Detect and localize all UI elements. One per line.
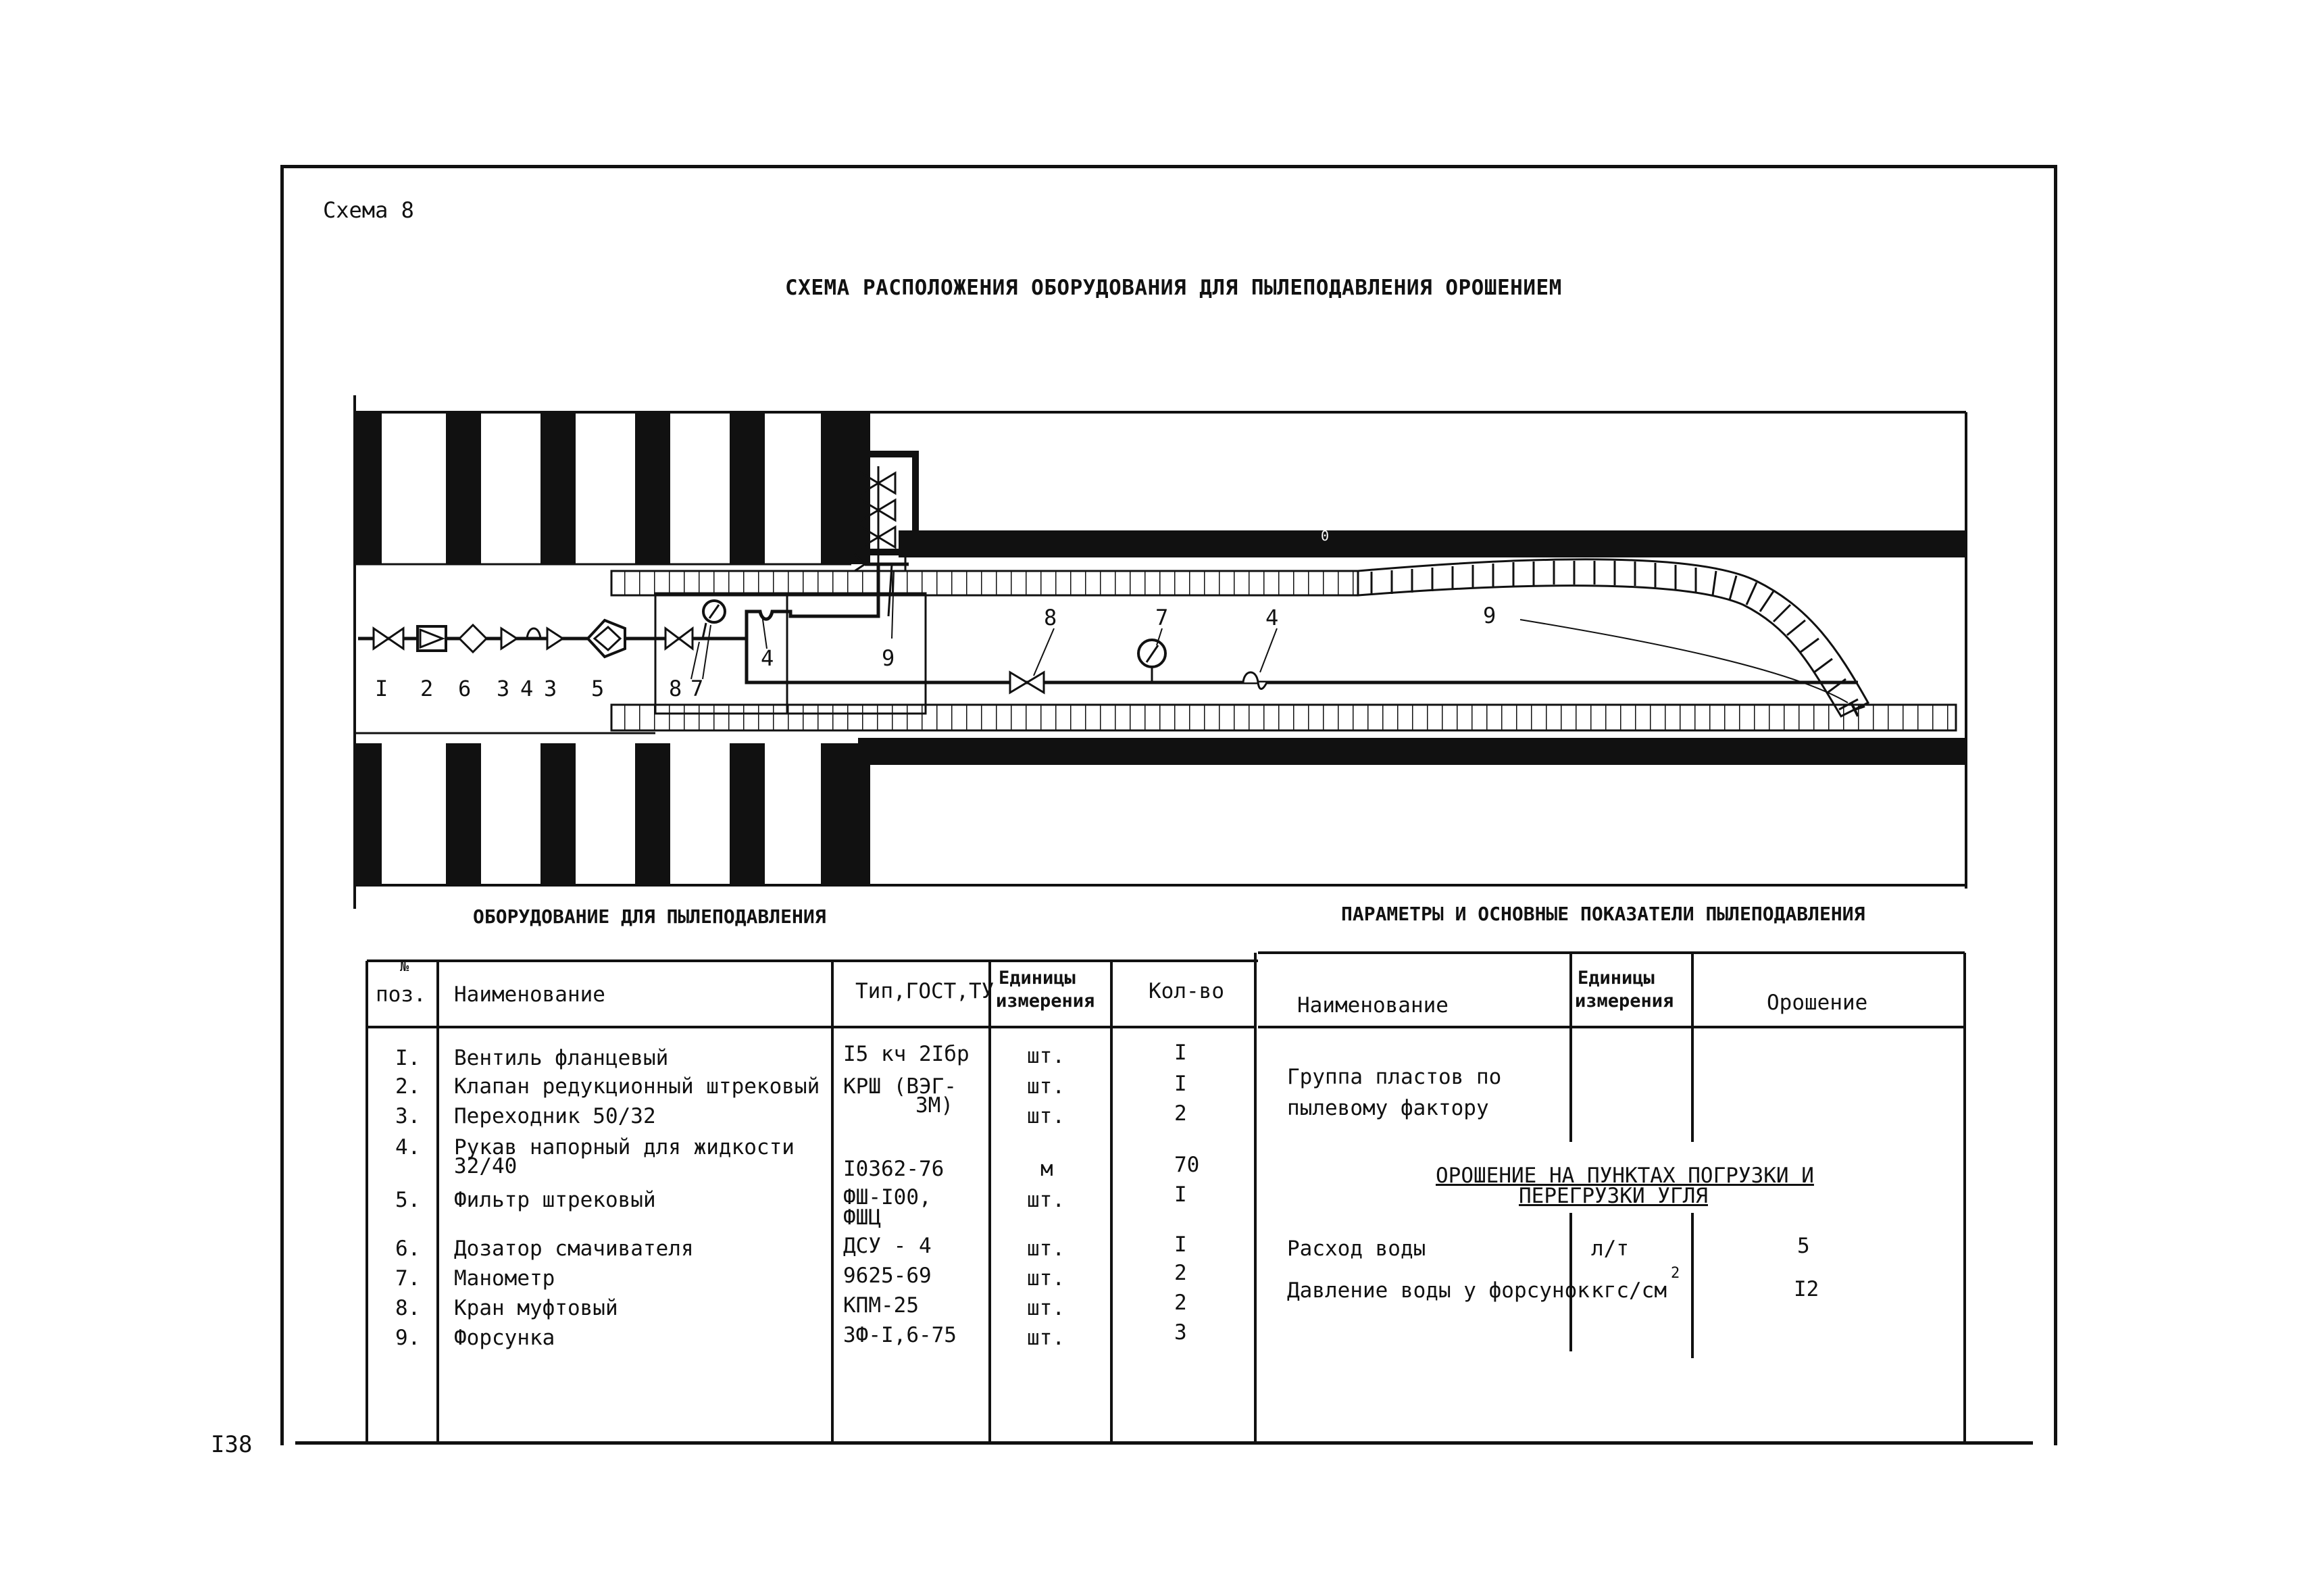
parameters-heading: ПАРАМЕТРЫ И ОСНОВНЫЕ ПОКАЗАТЕЛИ ПЫЛЕПОДАВЛЕНИЯ <box>1341 903 1865 925</box>
diagram-label: 2 <box>420 676 434 701</box>
diagram-label: I <box>375 676 388 701</box>
row-pos: 7. <box>395 1266 421 1291</box>
param-row-unit-sup: 2 <box>1671 1265 1680 1282</box>
row-pos: I. <box>395 1046 421 1070</box>
row-name: Фильтр штрековый <box>454 1188 656 1212</box>
diagram-label: 4 <box>520 676 534 701</box>
row-qty: 3 <box>1174 1320 1187 1345</box>
row-unit: шт. <box>1027 1104 1065 1128</box>
param-row-name: Расход воды <box>1287 1237 1426 1261</box>
row-name: Форсунка <box>454 1326 555 1350</box>
row-name: Клапан редукционный штрековый <box>454 1074 820 1099</box>
row-pos: 8. <box>395 1296 421 1320</box>
header-unit-1: Единицы <box>999 968 1076 989</box>
row-unit: шт. <box>1027 1326 1065 1350</box>
row-qty: 2 <box>1174 1261 1187 1285</box>
param-row-name: Давление воды у форсунок <box>1287 1278 1590 1303</box>
diagram-label: 7 <box>690 676 704 701</box>
param-row-unit: л/т <box>1591 1237 1629 1261</box>
diagram-label: 9 <box>882 645 895 671</box>
param-row-value: 5 <box>1797 1234 1810 1258</box>
row-qty: I <box>1174 1182 1187 1207</box>
diagram-label: 4 <box>761 645 774 671</box>
scheme-label: Схема 8 <box>323 197 414 223</box>
diagram-label: 6 <box>458 676 472 701</box>
row-name: Вентиль фланцевый <box>454 1046 669 1070</box>
param-header-name: Наименование <box>1297 993 1449 1018</box>
diagram-label: 4 <box>1265 605 1279 630</box>
row-type: I5 кч 2Iбр <box>843 1042 970 1066</box>
section-title-2: ПЕРЕГРУЗКИ УГЛЯ <box>1519 1184 1708 1208</box>
row-pos: 5. <box>395 1188 421 1212</box>
row-type: 3Ф-I,6-75 <box>843 1323 957 1347</box>
row-qty: I <box>1174 1041 1187 1065</box>
row-pos: 6. <box>395 1237 421 1261</box>
row-qty: 2 <box>1174 1291 1187 1315</box>
param-header-unit-2: измерения <box>1575 991 1674 1012</box>
row-type: ФШ-I00, <box>843 1185 932 1210</box>
equipment-heading: ОБОРУДОВАНИЕ ДЛЯ ПЫЛЕПОДАВЛЕНИЯ <box>473 905 826 928</box>
diagram-label: 7 <box>1155 605 1169 630</box>
diagram-label: 3 <box>497 676 510 701</box>
row-type: КРШ (ВЭГ- <box>843 1074 957 1099</box>
header-name: Наименование <box>454 982 605 1007</box>
page-number: I38 <box>211 1431 253 1458</box>
param-row-value: I2 <box>1794 1277 1819 1301</box>
diagram-label: 9 <box>1483 603 1496 628</box>
row-qty: 2 <box>1174 1101 1187 1126</box>
header-unit-2: измерения <box>996 991 1095 1012</box>
param-row-unit: кгс/см <box>1591 1278 1667 1303</box>
header-qty: Кол-во <box>1149 979 1224 1003</box>
row-type: I0362-76 <box>843 1157 945 1181</box>
row-name: Дозатор смачивателя <box>454 1237 694 1261</box>
row-unit: шт. <box>1027 1188 1065 1212</box>
row-type: 9625-69 <box>843 1264 932 1288</box>
group-label-1: Группа пластов по <box>1287 1065 1502 1089</box>
row-unit: м <box>1040 1157 1053 1181</box>
row-type-2: 3М) <box>915 1093 953 1118</box>
row-unit: шт. <box>1027 1237 1065 1261</box>
param-header-value: Орошение <box>1767 991 1868 1015</box>
row-unit: шт. <box>1027 1296 1065 1320</box>
row-name: Рукав напорный для жидкости <box>454 1135 795 1159</box>
diagram-label: 5 <box>591 676 605 701</box>
section-title-1: ОРОШЕНИЕ НА ПУНКТАХ ПОГРУЗКИ И <box>1436 1164 1814 1188</box>
row-unit: шт. <box>1027 1074 1065 1099</box>
page-title: СХЕМА РАСПОЛОЖЕНИЯ ОБОРУДОВАНИЯ ДЛЯ ПЫЛЕПОДАВЛЕНИЯ ОРОШЕНИЕМ <box>785 276 1562 300</box>
row-pos: 3. <box>395 1104 421 1128</box>
header-pos: поз. <box>376 982 426 1007</box>
row-qty: I <box>1174 1232 1187 1257</box>
group-label-2: пылевому фактору <box>1287 1096 1489 1120</box>
row-unit: шт. <box>1027 1044 1065 1068</box>
row-type: КПМ-25 <box>843 1293 919 1318</box>
diagram-label: 8 <box>1044 605 1057 630</box>
row-pos: 2. <box>395 1074 421 1099</box>
diagram-label: 8 <box>669 676 682 701</box>
row-name-2: 32/40 <box>454 1154 518 1178</box>
row-qty: 70 <box>1174 1153 1200 1177</box>
row-type: ДСУ - 4 <box>843 1234 932 1258</box>
row-qty: I <box>1174 1072 1187 1096</box>
row-name: Манометр <box>454 1266 555 1291</box>
row-pos: 4. <box>395 1135 421 1159</box>
param-header-unit-1: Единицы <box>1578 968 1655 989</box>
row-pos: 9. <box>395 1326 421 1350</box>
header-type: Тип,ГОСТ,ТУ <box>855 979 995 1003</box>
pos-mark: № <box>400 958 409 975</box>
row-name: Переходник 50/32 <box>454 1104 656 1128</box>
diagram-mark: 0 <box>1321 528 1330 544</box>
row-type-2: ФШЦ <box>843 1205 881 1230</box>
row-unit: шт. <box>1027 1266 1065 1291</box>
diagram-label: 3 <box>544 676 557 701</box>
row-name: Кран муфтовый <box>454 1296 618 1320</box>
